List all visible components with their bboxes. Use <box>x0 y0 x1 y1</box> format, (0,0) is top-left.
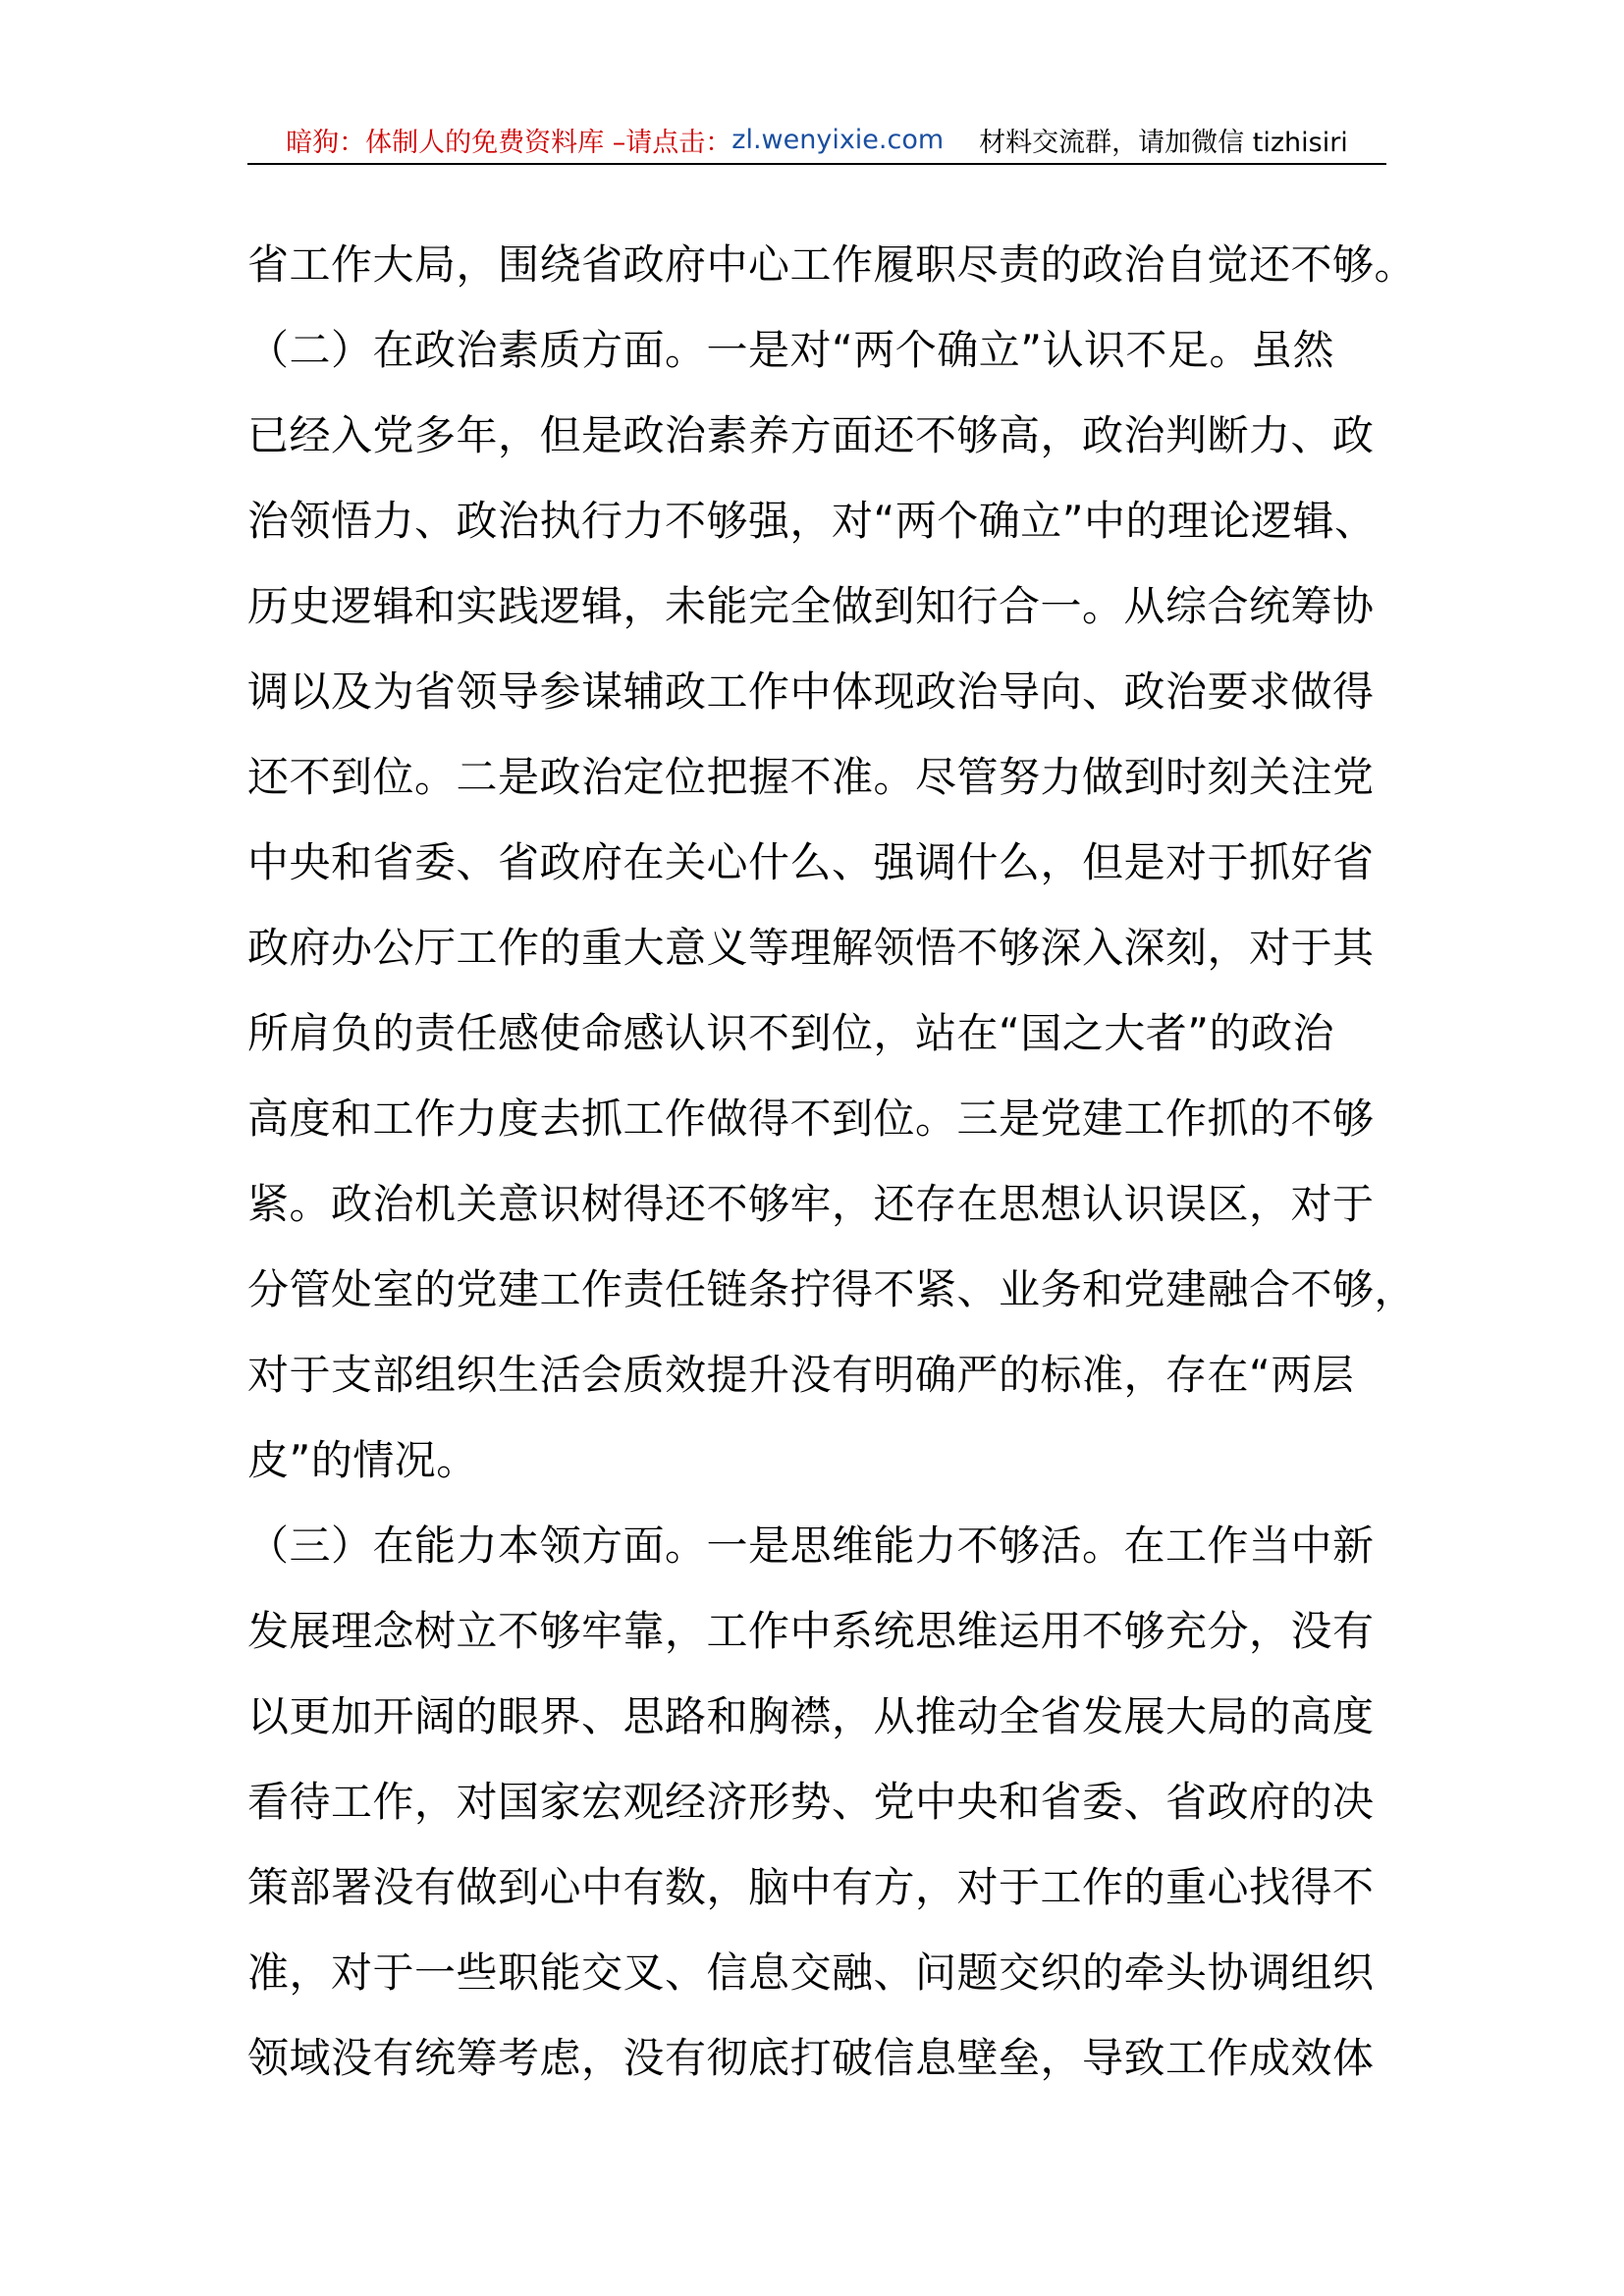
text-line: 治领悟力、政治执行力不够强，对“两个确立”中的理论逻辑、 <box>247 497 1377 545</box>
text-line: 准，对于一些职能交叉、信息交融、问题交织的牵头协调组织 <box>247 1949 1375 1997</box>
text-line: （二）在政治素质方面。一是对“两个确立”认识不足。虽然 <box>247 326 1335 374</box>
text-line: 历史逻辑和实践逻辑，未能完全做到知行合一。从综合统筹协 <box>247 582 1375 630</box>
text-line: 看待工作，对国家宏观经济形势、党中央和省委、省政府的决 <box>247 1778 1375 1826</box>
text-line: 还不到位。二是政治定位把握不准。尽管努力做到时刻关注党 <box>247 753 1375 801</box>
text-line: 省工作大局，围绕省政府中心工作履职尽责的政治自觉还不够。 <box>247 240 1417 289</box>
text-line: 以更加开阔的眼界、思路和胸襟，从推动全省发展大局的高度 <box>247 1692 1375 1740</box>
text-line: 调以及为省领导参谋辅政工作中体现政治导向、政治要求做得 <box>247 667 1375 716</box>
text-line: 皮”的情况。 <box>247 1436 478 1484</box>
text-line: 对于支部组织生活会质效提升没有明确严的标准，存在“两层 <box>247 1351 1355 1399</box>
page-header <box>247 116 1386 165</box>
text-line: 紧。政治机关意识树得还不够牢，还存在思想认识误区，对于 <box>247 1180 1375 1228</box>
header-link[interactable]: zl.wenyixie.com <box>731 124 945 155</box>
text-line: 政府办公厅工作的重大意义等理解领悟不够深入深刻，对于其 <box>247 924 1375 972</box>
text-line: 领域没有统筹考虑，没有彻底打破信息壁垒，导致工作成效体 <box>247 2034 1375 2082</box>
text-line: 已经入党多年，但是政治素养方面还不够高，政治判断力、政 <box>247 411 1375 459</box>
text-line: 中央和省委、省政府在关心什么、强调什么，但是对于抓好省 <box>247 838 1375 886</box>
text-line: 发展理念树立不够牢靠，工作中系统思维运用不够充分，没有 <box>247 1607 1375 1655</box>
text-line: （三）在能力本领方面。一是思维能力不够活。在工作当中新 <box>247 1522 1375 1570</box>
header-contact: 材料交流群，请加微信 tizhisiri <box>979 127 1348 158</box>
text-line: 策部署没有做到心中有数，脑中有方，对于工作的重心找得不 <box>247 1863 1375 1911</box>
text-line: 分管处室的党建工作责任链条拧得不紧、业务和党建融合不够， <box>247 1265 1417 1313</box>
text-line: 高度和工作力度去抓工作做得不到位。三是党建工作抓的不够 <box>247 1095 1375 1143</box>
text-line: 所肩负的责任感使命感认识不到位，站在“国之大者”的政治 <box>247 1009 1335 1057</box>
document-body <box>247 222 1417 2101</box>
header-site-name: 暗狗：体制人的免费资料库 –请点击： <box>286 127 732 158</box>
